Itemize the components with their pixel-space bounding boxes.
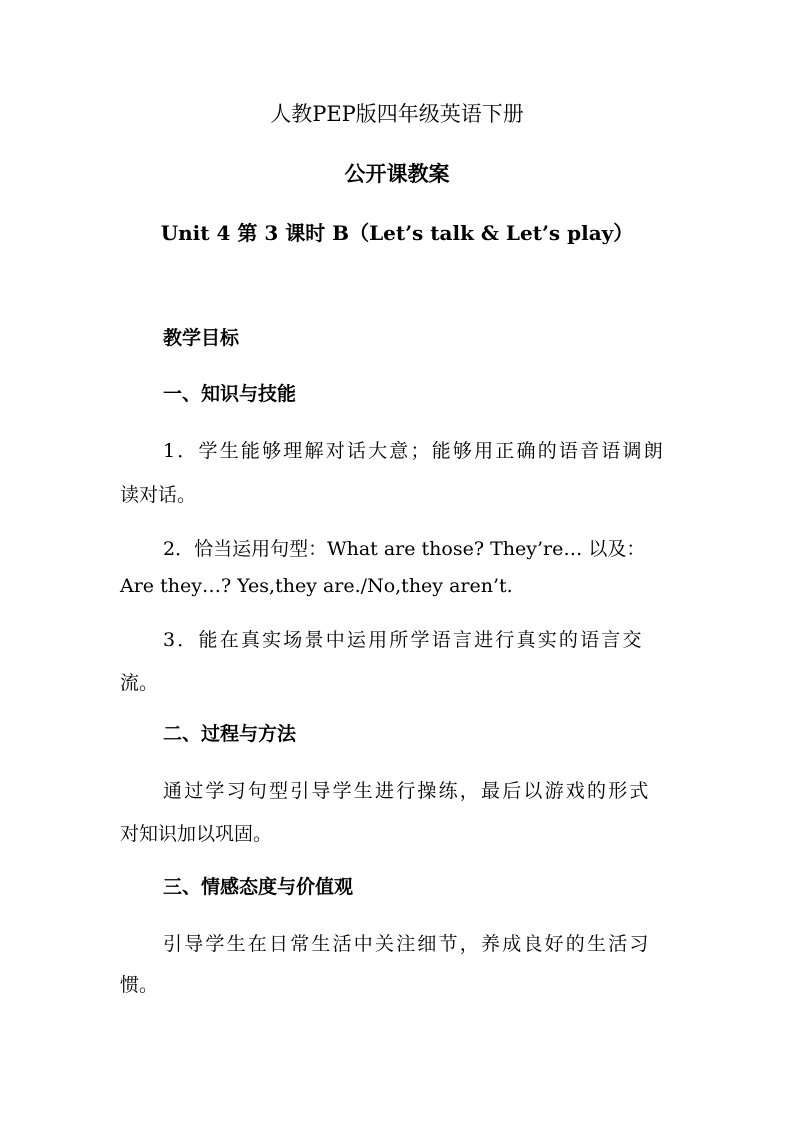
section3-para-line2: 惯。 xyxy=(120,974,159,996)
subsection-heading-process-methods: 二、过程与方法 xyxy=(163,723,297,745)
section3-para-line1: 引导学生在日常生活中关注细节，养成良好的生活习 xyxy=(163,933,651,955)
item2-line2: Are they…? Yes,they are./No,they aren’t. xyxy=(120,575,513,597)
item1-line1 xyxy=(163,436,672,463)
section2-para-line1: 通过学习句型引导学生进行操练，最后以游戏的形式 xyxy=(163,780,651,802)
section2-para-line2: 对知识加以巩固。 xyxy=(120,823,273,845)
item2-line1: 2．恰当运用句型：What are those? They’re… 以及： xyxy=(163,538,646,560)
subsection-heading-knowledge-skills: 一、知识与技能 xyxy=(163,383,297,405)
item1-line2: 读对话。 xyxy=(120,484,197,506)
subsection-heading-attitude-values: 三、情感态度与价值观 xyxy=(163,876,354,898)
section-heading-objectives: 教学目标 xyxy=(163,327,240,349)
item3-line1: 3．能在真实场景中运用所学语言进行真实的语言交 xyxy=(163,629,644,651)
item1-line1-text: 1．学生能够理解对话大意；能够用正确的语音语调朗 xyxy=(163,440,665,462)
document-title-grade: 人教PEP版四年级英语下册 xyxy=(270,102,524,126)
document-title-unit: Unit 4 第 3 课时 B（Let’s talk & Let’s play） xyxy=(160,221,634,245)
item3-line2: 流。 xyxy=(120,672,159,694)
document-title-lesson-plan: 公开课教案 xyxy=(344,161,450,186)
